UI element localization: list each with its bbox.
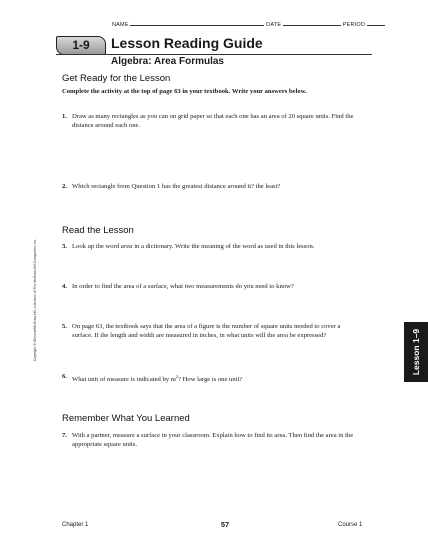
question-text: With a partner, measure a surface in your classroom. Explain how to find its area. Then find the area in the appropriate square units. <box>72 432 354 448</box>
question-2 <box>62 182 362 191</box>
footer-chapter: Chapter 1 <box>62 522 89 528</box>
date-label: DATE <box>266 22 282 28</box>
title-rule-divider <box>56 54 372 55</box>
section-heading-remember: Remember What You Learned <box>62 413 190 424</box>
question-5 <box>62 322 362 340</box>
question-4 <box>62 282 362 291</box>
question-number: 4. <box>62 283 67 290</box>
question-number: 5. <box>62 323 67 330</box>
question-text: What unit of measure is indicated by $m^2$? How large is one unit? <box>72 374 243 384</box>
question-text: On page 63, the textbook says that the area of a figure is the number of square units needed to cover a surface. If the length and width are measured in inches, in what units will the area be expressed? <box>72 323 341 339</box>
activity-instructions: Complete the activity at the top of page 63 in your textbook. Write your answers below. <box>62 88 307 95</box>
page-title: Lesson Reading Guide <box>111 35 263 51</box>
question-text: Look up the word area in a dictionary. Write the meaning of the word as used in this lesson. <box>72 243 315 250</box>
name-date-period-row <box>112 20 385 28</box>
question-3 <box>62 242 362 251</box>
lesson-side-tab <box>404 322 428 382</box>
date-blank-line <box>283 20 341 26</box>
name-blank-line <box>130 20 264 26</box>
question-number: 2. <box>62 183 67 190</box>
question-number: 1. <box>62 113 67 120</box>
period-label: PERIOD <box>342 22 365 28</box>
period-blank-line <box>367 20 385 26</box>
superscript: 2 <box>175 374 179 379</box>
question-7 <box>62 431 362 449</box>
question-number: 7. <box>62 432 67 439</box>
page-subtitle: Algebra: Area Formulas <box>111 56 224 67</box>
lesson-number-badge: 1-9 <box>56 36 106 55</box>
footer-course: Course 1 <box>338 522 363 528</box>
question-6 <box>62 372 362 384</box>
name-label: NAME <box>112 22 129 28</box>
section-heading-get-ready: Get Ready for the Lesson <box>62 73 171 84</box>
question-number: 6. <box>62 373 67 380</box>
question-text: Which rectangle from Question 1 has the greatest distance around it? the least? <box>72 183 281 190</box>
emphasized-word: area <box>120 243 133 250</box>
footer-page-number: 57 <box>220 520 230 529</box>
section-heading-read: Read the Lesson <box>62 225 134 236</box>
question-text: In order to find the area of a surface, what two measurements do you need to know? <box>72 283 294 290</box>
side-tab-label: Lesson 1–9 <box>411 328 421 376</box>
question-1 <box>62 112 362 130</box>
copyright-text: Copyright © Glencoe/McGraw-Hill, a division of The McGraw-Hill Companies, Inc. <box>33 238 37 362</box>
question-number: 3. <box>62 243 67 250</box>
question-text: Draw as many rectangles as you can on grid paper so that each one has an area of 20 square units. Find the distance around each one. <box>72 113 354 129</box>
